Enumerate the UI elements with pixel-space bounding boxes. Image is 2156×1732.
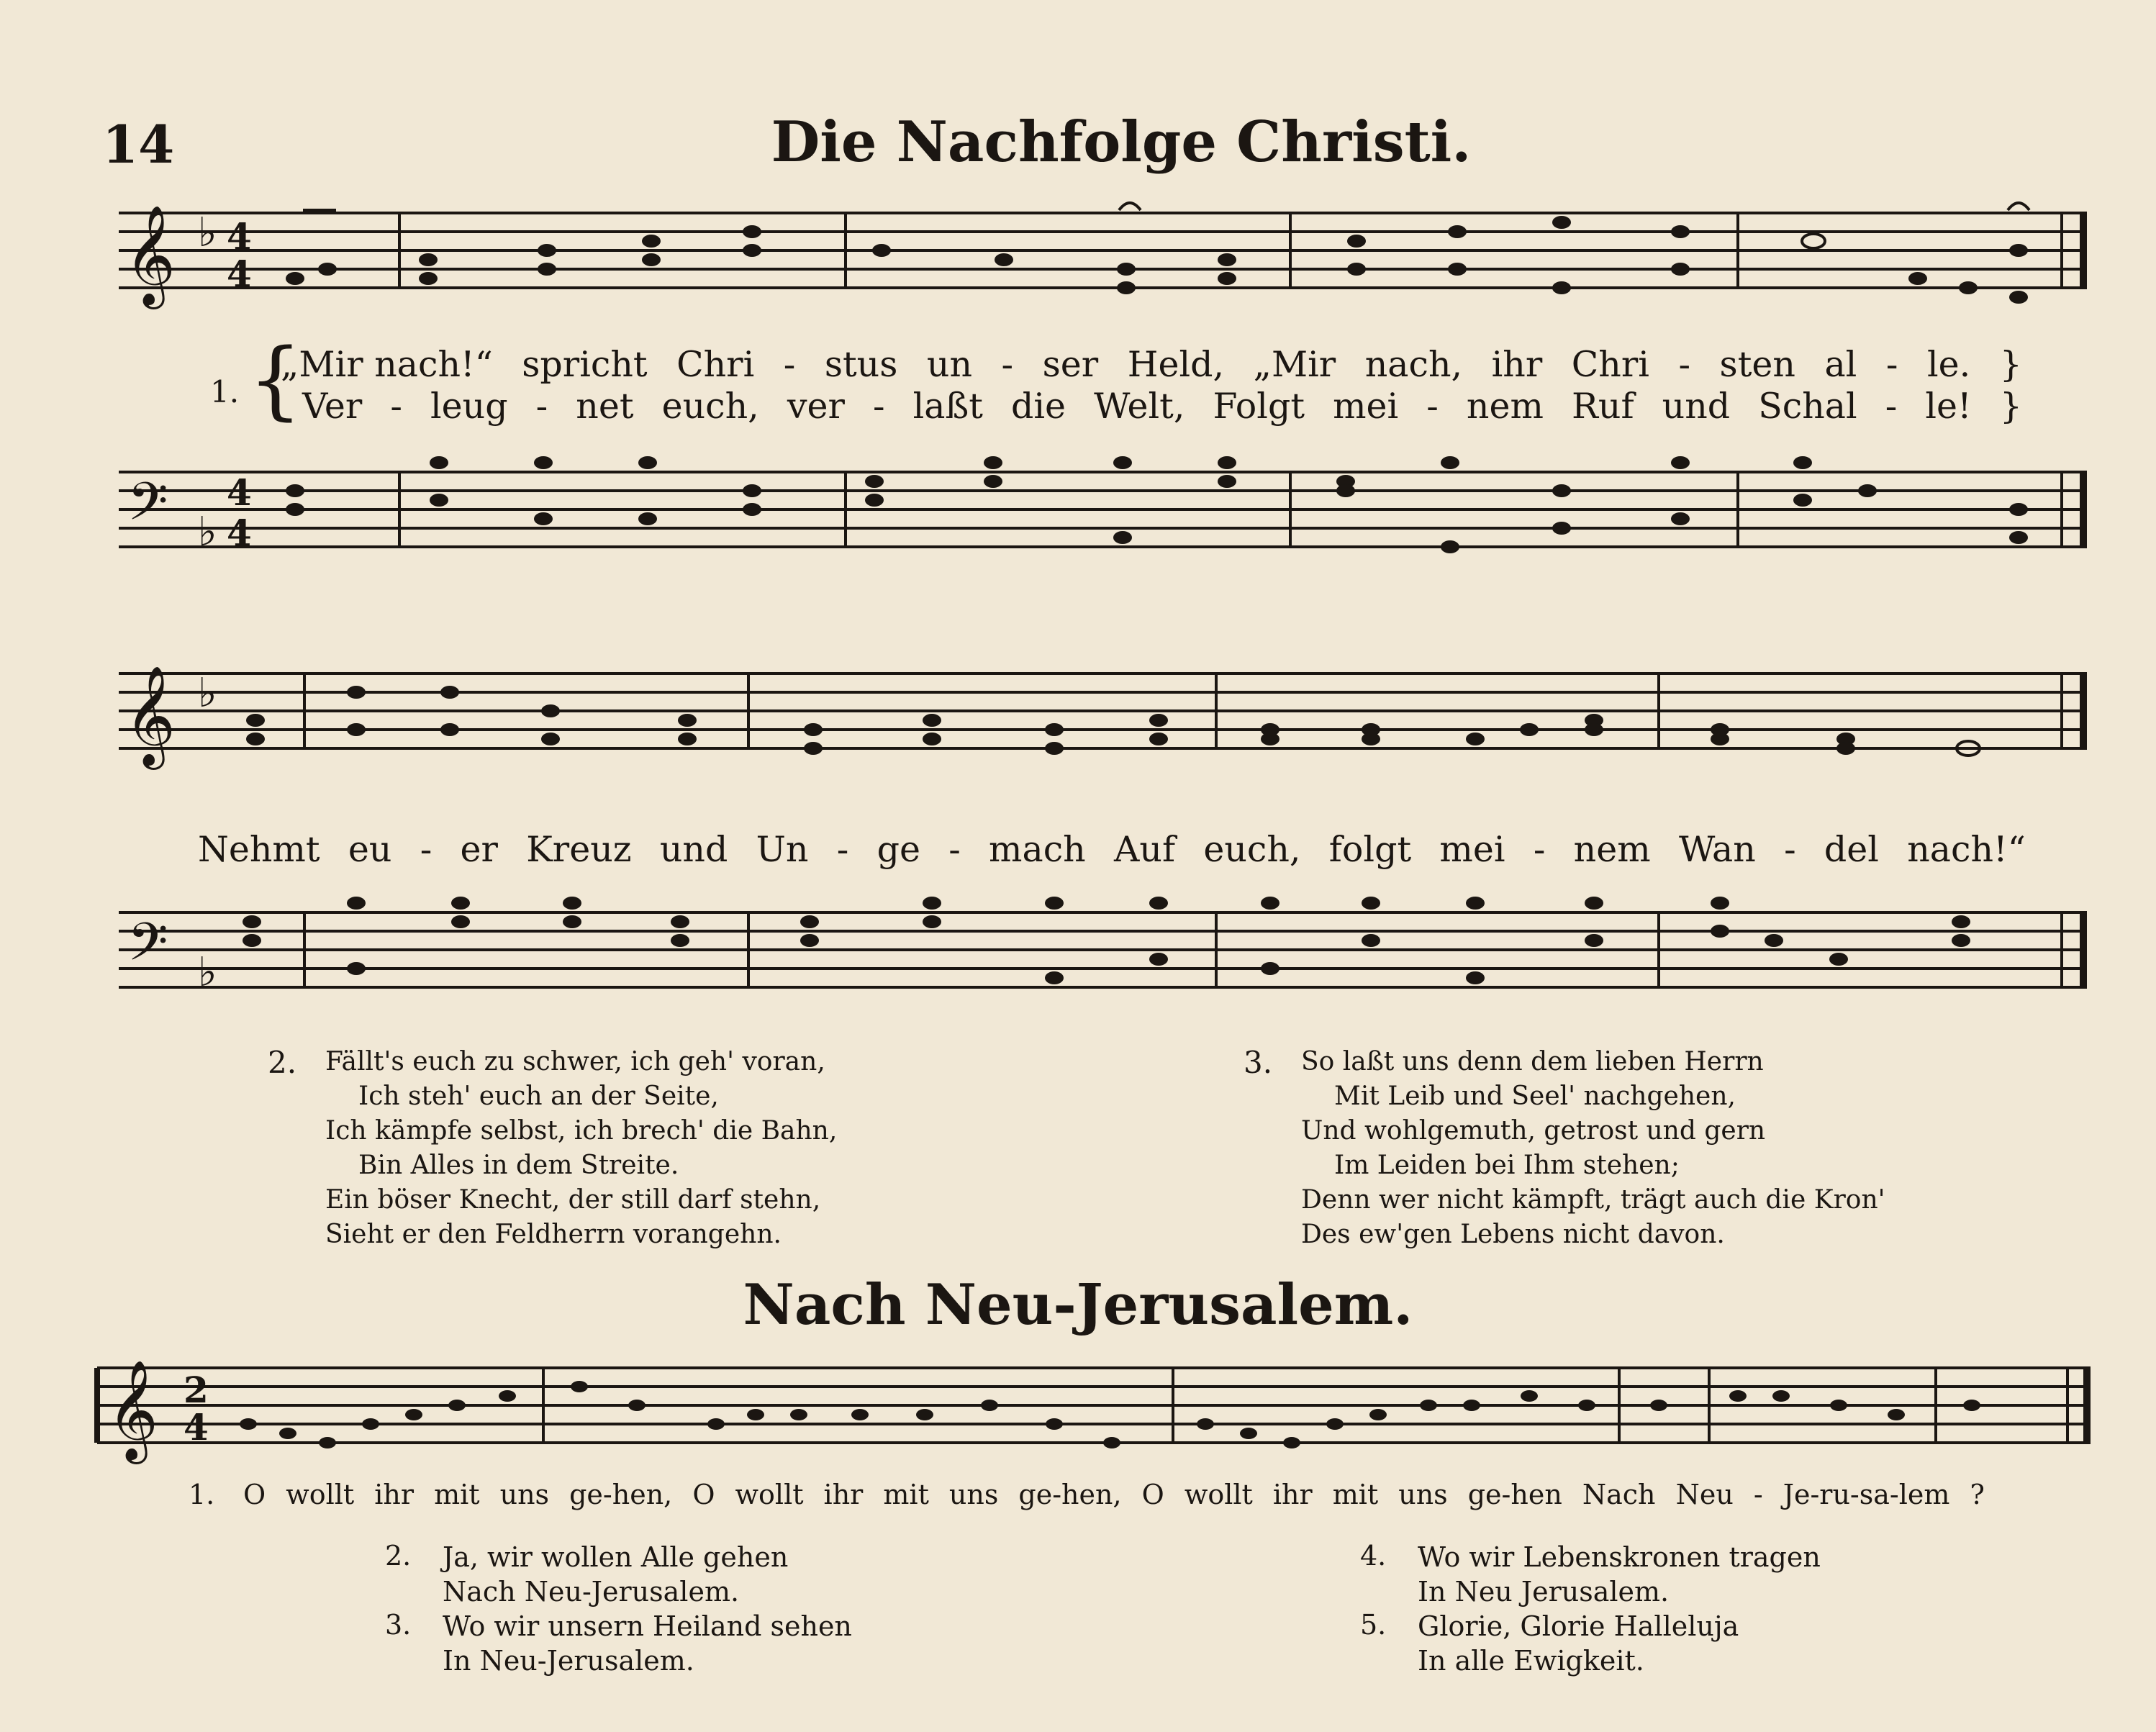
song1-verse1-brace: { — [248, 330, 303, 429]
lyric-word: laßt — [912, 386, 983, 427]
lyric-word: - — [1885, 386, 1898, 427]
lyric-word: - — [1753, 1479, 1763, 1510]
lyric-word: uns — [948, 1479, 999, 1510]
lyric-word: - — [1678, 344, 1691, 385]
lyric-word: mit — [1332, 1479, 1379, 1510]
verse-line: Wo wir unsern Heiland sehen — [443, 1610, 852, 1642]
verse-line: Nach Neu-Jerusalem. — [443, 1576, 740, 1608]
lyric-word: Kreuz — [526, 829, 632, 870]
verse-line: Bin Alles in dem Streite. — [358, 1151, 679, 1180]
lyric-word: - — [1426, 386, 1439, 427]
lyric-word: ihr — [1272, 1479, 1313, 1510]
song2-verse3-number: 3. — [385, 1609, 412, 1641]
verse-line: Im Leiden bei Ihm stehen; — [1334, 1151, 1680, 1180]
lyric-word: - — [836, 829, 849, 870]
svg-text:𝄞: 𝄞 — [124, 666, 176, 766]
lyric-word: ge-hen, — [569, 1479, 673, 1510]
lyric-word: mei — [1439, 829, 1505, 870]
verse-line: Ich kämpfe selbst, ich brech' die Bahn, — [325, 1116, 838, 1146]
lyric-word: - — [783, 344, 796, 385]
song2-verse1-lyrics — [243, 1479, 1985, 1510]
lyric-word: Nach — [1582, 1479, 1656, 1510]
svg-text:2: 2 — [184, 1369, 209, 1411]
song2-verse2-number: 2. — [385, 1540, 412, 1572]
svg-text:4: 4 — [227, 253, 252, 295]
lyric-word: mit — [883, 1479, 929, 1510]
lyric-word: le! — [1925, 386, 1972, 427]
lyric-word: wollt — [1184, 1479, 1253, 1510]
lyric-word: Schal — [1758, 386, 1857, 427]
song1-verse1-line1 — [281, 344, 2022, 385]
song2-verse5 — [1418, 1609, 1739, 1678]
song1-verse3-number: 3. — [1244, 1045, 1273, 1080]
song2-verse4-number: 4. — [1360, 1540, 1387, 1572]
song2-verse5-number: 5. — [1360, 1609, 1387, 1641]
verse-line: Ich steh' euch an der Seite, — [358, 1082, 719, 1111]
lyric-word: Wan — [1678, 829, 1756, 870]
lyric-word: Held, — [1127, 344, 1225, 385]
lyric-word: ser — [1042, 344, 1099, 385]
song2-treble-staff — [97, 1356, 2098, 1486]
lyric-word: O — [1141, 1479, 1164, 1510]
lyric-word: ge — [877, 829, 920, 870]
verse-line: Ein böser Knecht, der still darf stehn, — [325, 1185, 821, 1215]
lyric-word: und — [1662, 386, 1731, 427]
lyric-word: le. — [1926, 344, 1971, 385]
lyric-word: - — [872, 386, 885, 427]
lyric-word: eu — [348, 829, 392, 870]
svg-text:♭: ♭ — [198, 949, 217, 996]
lyric-word: wollt — [735, 1479, 804, 1510]
lyric-word: Nehmt — [198, 829, 320, 870]
song2-verse3 — [443, 1609, 852, 1678]
verse-line: In Neu Jerusalem. — [1418, 1576, 1670, 1608]
lyric-word: uns — [1398, 1479, 1448, 1510]
song1-verse1-number: 1. — [210, 374, 240, 409]
song1-verse3 — [1301, 1045, 1885, 1252]
lyric-word: nach, — [1364, 344, 1463, 385]
verse-line: Wo wir Lebenskronen tragen — [1418, 1541, 1821, 1573]
lyric-word: mit — [434, 1479, 480, 1510]
lyric-word: Chri — [1571, 344, 1649, 385]
lyric-word: leug — [430, 386, 508, 427]
lyric-word: O — [243, 1479, 266, 1510]
lyric-word: euch, — [661, 386, 759, 427]
lyric-word: uns — [499, 1479, 550, 1510]
lyric-brace-end: } — [1999, 386, 2022, 427]
lyric-word: - — [1784, 829, 1796, 870]
lyric-word: - — [535, 386, 548, 427]
verse-line: So laßt uns denn dem lieben Herrn — [1301, 1047, 1764, 1076]
lyric-word: sten — [1719, 344, 1795, 385]
song1-system2-treble-staff — [119, 662, 2091, 806]
verse-line: In Neu-Jerusalem. — [443, 1645, 694, 1677]
svg-text:4: 4 — [227, 471, 252, 514]
verse-line: Fällt's euch zu schwer, ich geh' voran, — [325, 1047, 825, 1076]
verse-line: Sieht er den Feldherrn vorangehn. — [325, 1220, 782, 1249]
verse-line: Mit Leib und Seel' nachgehen, — [1334, 1082, 1736, 1111]
lyric-word: Ruf — [1572, 386, 1634, 427]
lyric-word: ver — [787, 386, 845, 427]
verse-line: Glorie, Glorie Halleluja — [1418, 1610, 1739, 1642]
lyric-word: - — [1001, 344, 1014, 385]
svg-text:♭: ♭ — [198, 509, 217, 556]
lyric-word: - — [420, 829, 432, 870]
lyric-word: ihr — [374, 1479, 415, 1510]
lyric-word: die — [1010, 386, 1066, 427]
song2-verse1-number: 1. — [189, 1479, 215, 1510]
verse-line: Denn wer nicht kämpft, trägt auch die Kron' — [1301, 1185, 1885, 1215]
song1-verse2-number: 2. — [268, 1045, 297, 1080]
svg-text:𝄢: 𝄢 — [127, 911, 168, 985]
lyric-word: folgt — [1328, 829, 1412, 870]
lyric-word: er — [460, 829, 498, 870]
lyric-word: und — [659, 829, 728, 870]
lyric-word: ge-hen, — [1018, 1479, 1122, 1510]
lyric-word: del — [1824, 829, 1879, 870]
lyric-word: ihr — [1491, 344, 1543, 385]
lyric-word: - — [1885, 344, 1898, 385]
song1-system1-treble-staff — [119, 201, 2091, 353]
song2-title: Nach Neu-Jerusalem. — [743, 1272, 1413, 1338]
verse-line: Des ew'gen Lebens nicht davon. — [1301, 1220, 1725, 1249]
verse-line: Und wohlgemuth, getrost und gern — [1301, 1116, 1766, 1146]
verse-line: In alle Ewigkeit. — [1418, 1645, 1644, 1677]
song1-system1-bass-staff — [119, 461, 2091, 604]
lyric-word: al — [1824, 344, 1857, 385]
song2-verse4 — [1418, 1540, 1821, 1609]
lyric-word: net — [576, 386, 634, 427]
song2-verse2 — [443, 1540, 788, 1609]
song1-verse1-line2 — [302, 386, 2022, 427]
lyric-word: nem — [1573, 829, 1651, 870]
lyric-word: nem — [1466, 386, 1544, 427]
lyric-word: mei — [1333, 386, 1399, 427]
lyric-word: O — [692, 1479, 715, 1510]
lyric-word: ge-hen — [1467, 1479, 1562, 1510]
lyric-word: - — [1533, 829, 1546, 870]
lyric-word: spricht — [522, 344, 648, 385]
lyric-word: nach!“ — [1907, 829, 2026, 870]
lyric-word: Je-ru-sa-lem — [1783, 1479, 1950, 1510]
lyric-word: Ver — [302, 386, 363, 427]
lyric-brace-end: } — [1999, 344, 2022, 385]
lyric-word: „Mir — [1253, 344, 1336, 385]
svg-text:𝄞: 𝄞 — [124, 205, 176, 305]
lyric-word: mach — [989, 829, 1086, 870]
page-number: 14 — [102, 114, 175, 175]
lyric-word: - — [390, 386, 402, 427]
song1-title: Die Nachfolge Christi. — [771, 109, 1472, 175]
song1-verse1-line3 — [198, 829, 2026, 870]
lyric-word: ? — [1970, 1479, 1985, 1510]
song1-system2-bass-staff — [119, 901, 2091, 1038]
lyric-word: - — [948, 829, 961, 870]
song1-verse2 — [325, 1045, 837, 1252]
lyric-word: un — [926, 344, 973, 385]
svg-text:4: 4 — [184, 1406, 209, 1448]
svg-text:♭: ♭ — [198, 670, 217, 717]
lyric-word: wollt — [286, 1479, 355, 1510]
lyric-word: ihr — [823, 1479, 864, 1510]
svg-text:4: 4 — [227, 512, 252, 554]
svg-text:4: 4 — [227, 215, 252, 258]
svg-text:♭: ♭ — [198, 209, 217, 256]
lyric-word: euch, — [1203, 829, 1301, 870]
lyric-word: Un — [756, 829, 809, 870]
svg-text:𝄞: 𝄞 — [107, 1360, 158, 1460]
svg-text:𝄢: 𝄢 — [127, 471, 168, 545]
lyric-word: Auf — [1114, 829, 1176, 870]
lyric-word: Chri — [676, 344, 755, 385]
lyric-word: stus — [824, 344, 898, 385]
verse-line: Ja, wir wollen Alle gehen — [443, 1541, 789, 1573]
lyric-word: Folgt — [1213, 386, 1305, 427]
lyric-word: Neu — [1675, 1479, 1734, 1510]
lyric-word: „Mir nach!“ — [281, 344, 493, 385]
lyric-word: Welt, — [1094, 386, 1185, 427]
